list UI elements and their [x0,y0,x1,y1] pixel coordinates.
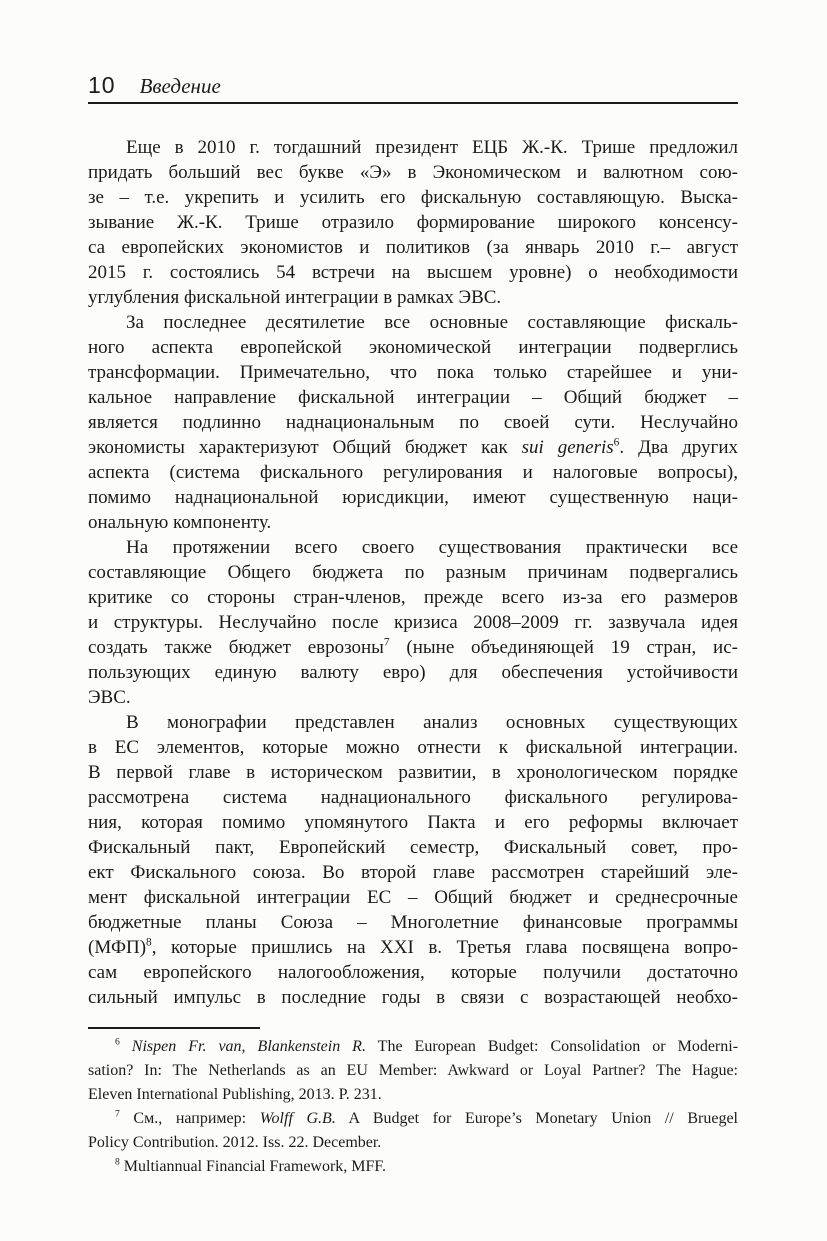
text-segment: углубления фискальной интеграции в рамках ЭВС. [88,287,502,308]
text-segment: ЭВС. [88,687,131,708]
text-line [88,860,738,885]
text-line [88,310,738,335]
text-line [88,1035,738,1059]
text-segment: ональную компоненту. [88,512,272,533]
text-line [88,1083,738,1107]
text-segment: придать больший вес букве «Э» в Экономическом и валютном сою- [88,162,738,183]
text-segment: В первой главе в историческом развитии, в хронологическом порядке [88,762,738,783]
text-segment: трансформации. Примечательно, что пока только старейшее и уни- [88,362,738,383]
header-rule [88,102,738,104]
text-segment: ект Фискального союза. Во второй главе рассмотрен старейший эле- [88,862,738,883]
paragraph [88,135,738,310]
footnote-reference: 6 [613,436,620,449]
text-segment: и структуры. Неслучайно после кризиса 2008–2009 гг. зазвучала идея [88,612,738,633]
text-segment: составляющие Общего бюджета по разным причинам подвергались [88,562,738,583]
text-line [88,735,738,760]
text-segment: сильный импульс в последние годы в связи с возрастающей необхо- [88,987,738,1008]
text-segment: В монографии представлен анализ основных существующих [126,712,738,733]
text-line [88,760,738,785]
text-line [88,485,738,510]
text-segment: зывание Ж.-К. Трише отразило формирование широкого консенсу- [88,212,738,233]
text-segment: критике со стороны стран-членов, прежде всего из-за его размеров [88,587,738,608]
text-segment: создать также бюджет еврозоны [88,637,384,658]
text-segment: Eleven International Publishing, 2013. P. 231. [88,1086,382,1103]
text-line [88,1155,738,1179]
text-segment: в ЕС элементов, которые можно отнести к фискальной интеграции. [88,737,738,758]
text-line [88,460,738,485]
footnote-reference: 8 [146,936,152,949]
text-line [88,785,738,810]
text-segment: (ныне объединяющей 19 стран, ис- [389,637,738,658]
text-segment: аспекта (система фискального регулирования и налоговые вопросы), [88,462,738,483]
text-line [88,510,738,535]
text-line [88,685,738,710]
text-segment: са европейских экономистов и политиков (за январь 2010 г.– август [88,237,738,258]
footnote-item [88,1035,738,1107]
text-line [88,610,738,635]
text-segment: экономисты характеризуют Общий бюджет как [88,437,522,458]
page-number: 10 [88,72,116,98]
paragraph [88,310,738,535]
text-line [88,985,738,1010]
body-text [88,135,738,1010]
text-segment: пользующих единую валюту евро) для обеспечения устойчивости [88,662,738,683]
text-segment: Policy Contribution. 2012. Iss. 22. December. [88,1134,382,1151]
text-line [88,710,738,735]
text-segment: . Два других [619,437,738,458]
text-segment [120,1038,132,1055]
text-segment: зе – т.е. укрепить и усилить его фискальную составляющую. Выска- [88,187,738,208]
text-line [88,535,738,560]
text-segment: Фискальный пакт, Европейский семестр, Фискальный совет, про- [88,837,738,858]
running-title: Введение [139,74,221,98]
footnote-separator-rule [88,1027,260,1029]
page-content [88,72,738,1179]
text-line [88,385,738,410]
text-segment: The European Budget: Consolidation or Moderni- [365,1038,739,1055]
text-segment: мент фискальной интеграции ЕС – Общий бюджет и среднесрочные [88,887,738,908]
footnote-item [88,1155,738,1179]
text-segment: рассмотрена система наднационального фискального регулирова- [88,787,738,808]
text-line [88,1131,738,1155]
text-segment: ного аспекта европейской экономической интеграции подверглись [88,337,738,358]
text-line [88,1107,738,1131]
text-segment: 2015 г. состоялись 54 встречи на высшем уровне) о необходимости [88,262,738,283]
text-segment: sui generis [521,437,614,458]
text-segment: сам европейского налогообложения, которые получили достаточно [88,962,738,983]
text-line [88,410,738,435]
text-segment: , которые пришлись на XXI в. Третья глава посвящена вопро- [151,937,738,958]
text-segment: Nispen Fr. van, Blankenstein R. [131,1038,366,1055]
text-segment: является подлинно наднациональным по своей сути. Неслучайно [88,412,738,433]
text-line [88,360,738,385]
text-segment: помимо наднациональной юрисдикции, имеют существенную наци- [88,487,738,508]
text-line [88,135,738,160]
text-segment: За последнее десятилетие все основные составляющие фискаль- [126,312,738,333]
text-line [88,210,738,235]
text-line [88,260,738,285]
footnote-reference: 7 [383,636,390,649]
paragraph [88,535,738,710]
text-line [88,585,738,610]
text-line [88,185,738,210]
footnote-reference: 8 [115,1156,120,1168]
footnote-reference: 6 [115,1036,120,1048]
text-line [88,235,738,260]
text-segment: ния, которая помимо упомянутого Пакта и его реформы включает [88,812,738,833]
page-header [88,72,738,99]
text-segment: бюджетные планы Союза – Многолетние финансовые программы [88,912,738,933]
text-segment: Multiannual Financial Framework, MFF. [119,1158,387,1175]
text-segment: sation? In: The Netherlands as an EU Member: Awkward or Loyal Partner? The Hague: [88,1062,738,1079]
text-line [88,1059,738,1083]
text-line [88,635,738,660]
text-segment: См., например: [119,1110,260,1127]
text-line [88,285,738,310]
text-segment: На протяжении всего своего существования практически все [126,537,738,558]
text-line [88,660,738,685]
text-line [88,160,738,185]
paragraph [88,710,738,1010]
text-segment: Wolff G.B. [259,1110,336,1127]
footnotes [88,1035,738,1179]
text-segment: Еще в 2010 г. тогдашний президент ЕЦБ Ж.-К. Трише предложил [126,137,738,158]
text-line [88,960,738,985]
text-line [88,910,738,935]
text-segment: кальное направление фискальной интеграции – Общий бюджет – [88,387,738,408]
footnote-item [88,1107,738,1155]
text-line [88,560,738,585]
text-line [88,810,738,835]
footnote-reference: 7 [115,1108,120,1120]
text-line [88,335,738,360]
text-line [88,885,738,910]
text-line [88,435,738,460]
text-segment: (МФП) [88,937,147,958]
text-segment: A Budget for Europe’s Monetary Union // Bruegel [335,1110,739,1127]
text-line [88,835,738,860]
text-line [88,935,738,960]
